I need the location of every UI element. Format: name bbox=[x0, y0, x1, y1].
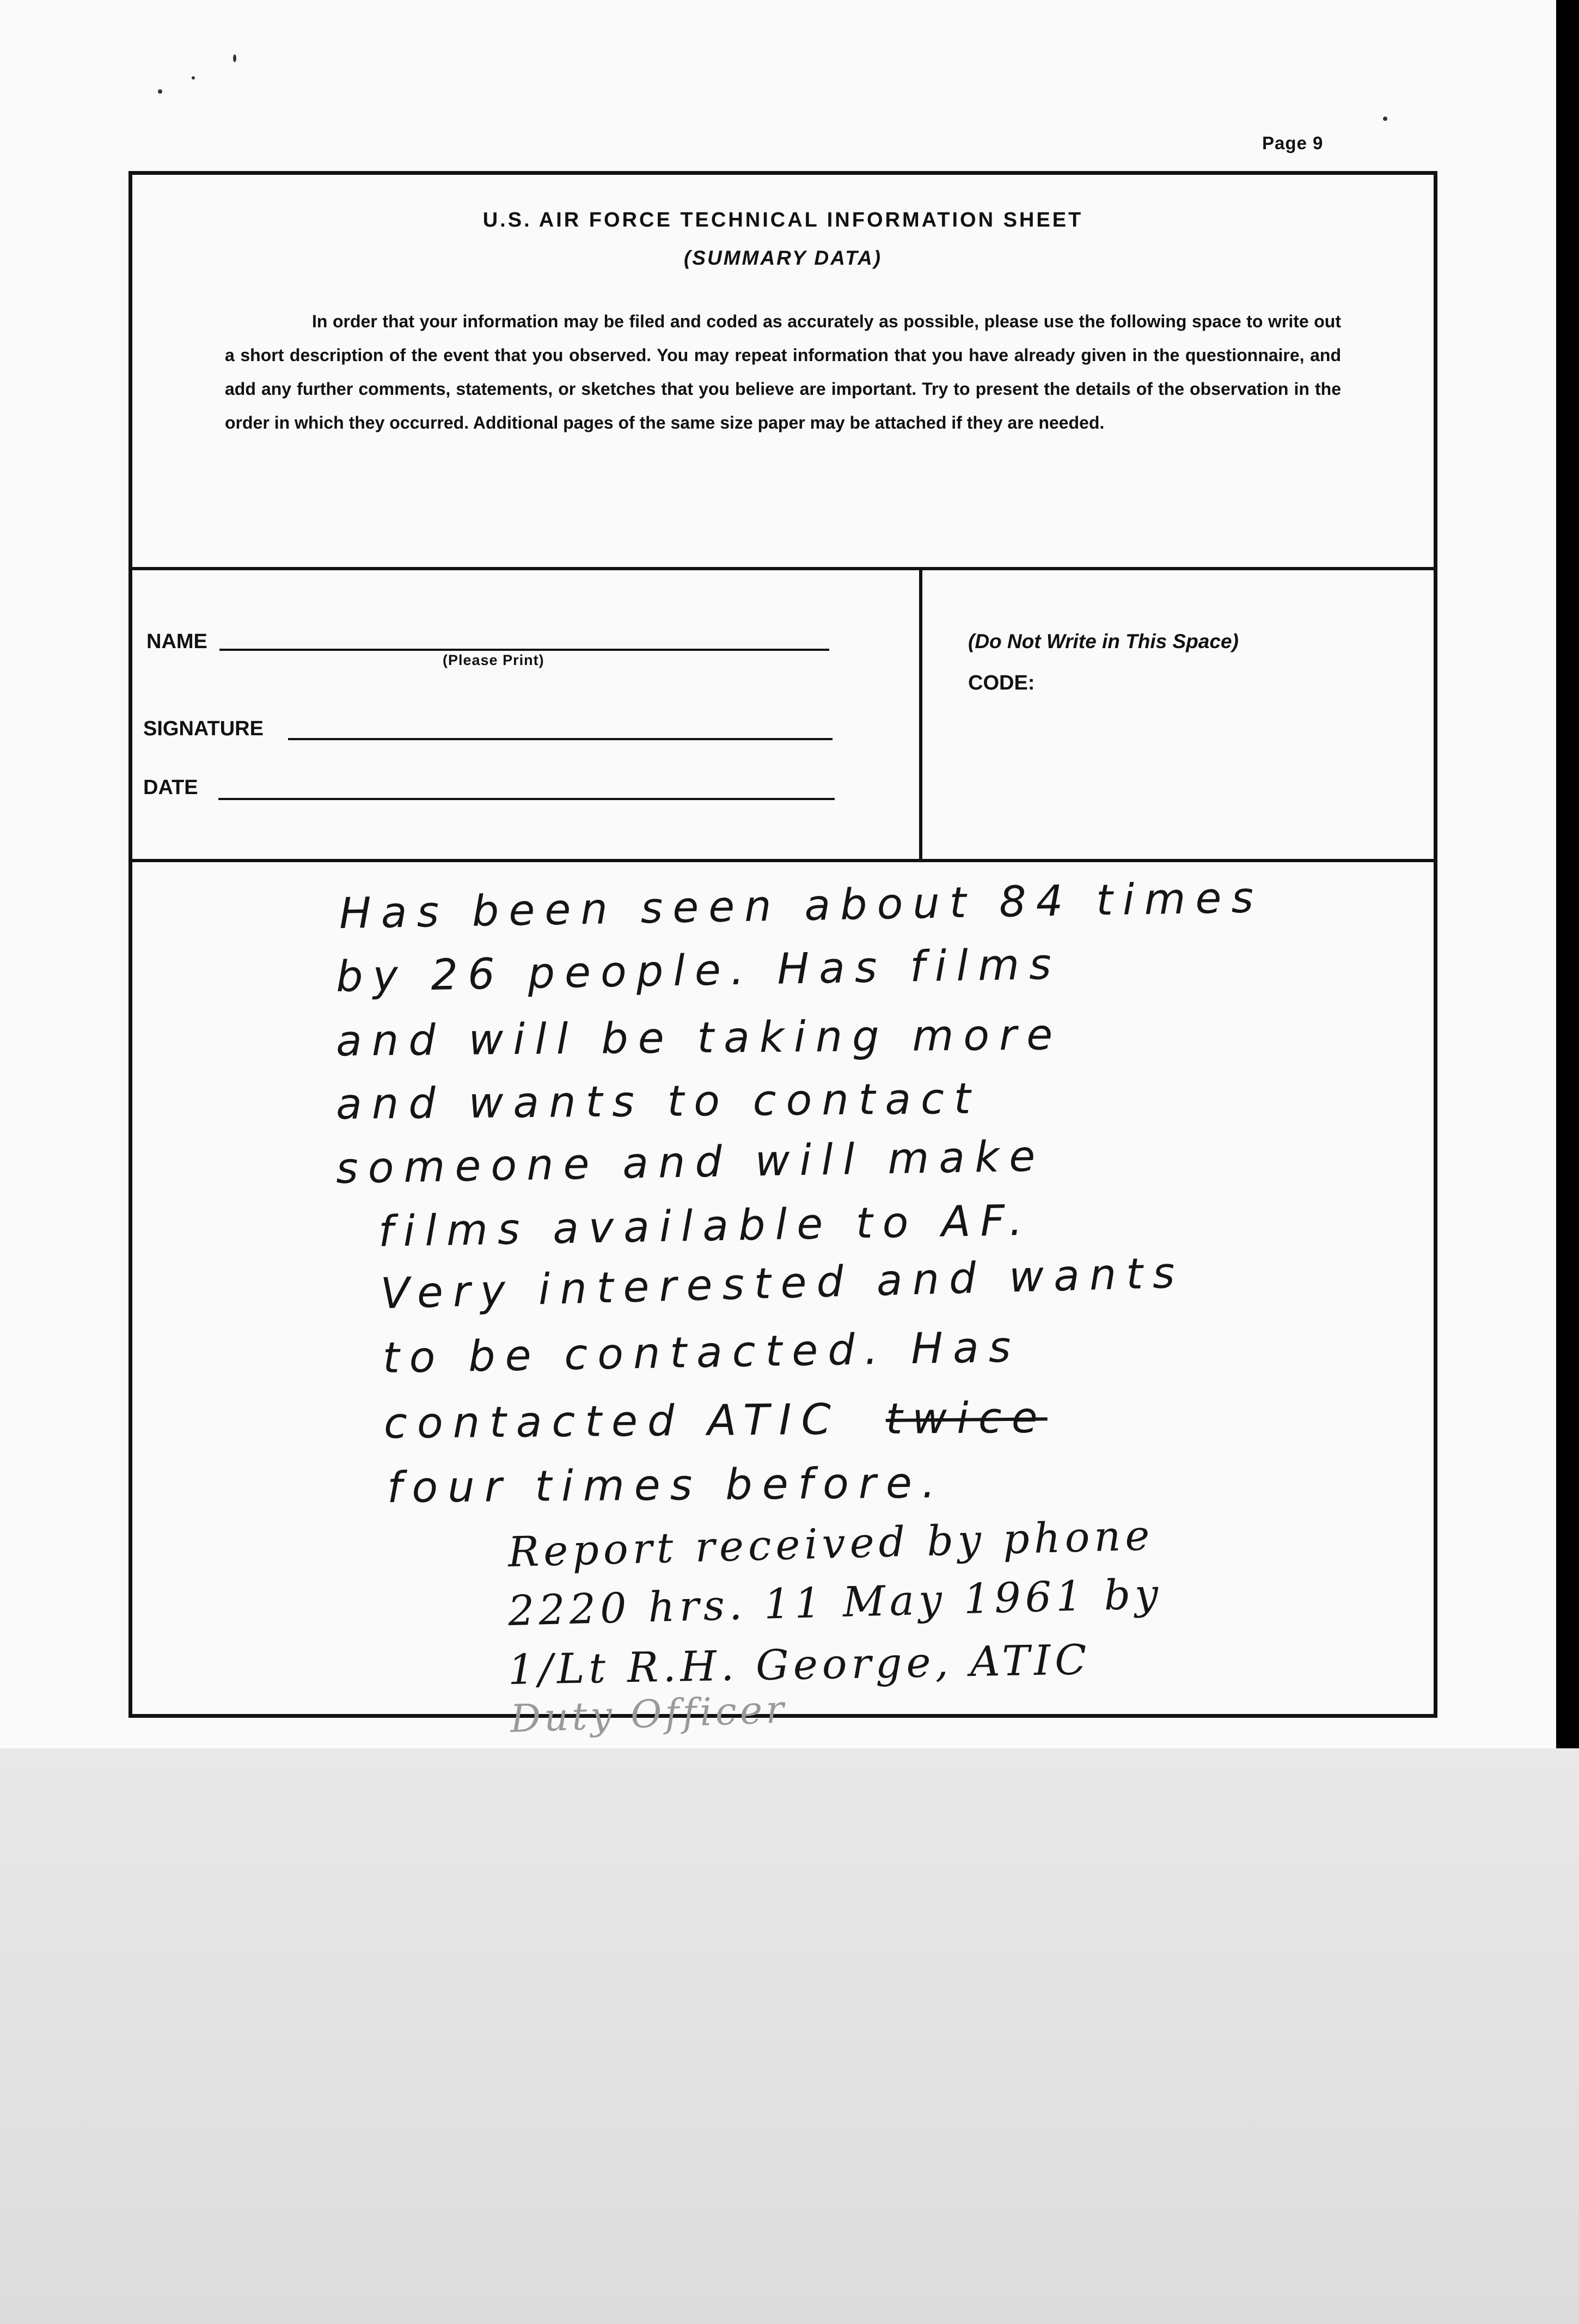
report-note-faint: Duty Officer bbox=[509, 1687, 788, 1741]
signature-field[interactable] bbox=[288, 738, 833, 740]
form-title: U.S. AIR FORCE TECHNICAL INFORMATION SHEET bbox=[482, 209, 1084, 231]
narrative-line: and wants to contact bbox=[335, 1074, 981, 1129]
narrative-line bbox=[384, 1393, 1048, 1448]
film-backing bbox=[0, 1748, 1579, 2324]
identification-section bbox=[132, 570, 1434, 862]
narrative-line: and will be taking more bbox=[335, 1010, 1063, 1066]
narrative-line: four times before. bbox=[387, 1459, 946, 1512]
narrative-line: by 26 people. Has films bbox=[335, 940, 1062, 1002]
name-label: NAME bbox=[146, 630, 207, 653]
section-divider bbox=[919, 570, 922, 859]
film-speck bbox=[192, 76, 195, 80]
film-speck bbox=[158, 89, 162, 94]
name-hint: (Please Print) bbox=[443, 652, 544, 668]
narrative-area bbox=[132, 862, 1434, 1741]
form-header bbox=[132, 175, 1434, 570]
narrative-line: Has been seen about 84 times bbox=[339, 873, 1264, 938]
narrative-line: someone and will make bbox=[335, 1132, 1045, 1193]
form-instructions: In order that your information may be filed and coded as accurately as possible, please use the following space to write out a short description of the event that you observed. You may repeat information that you have already given in the questionnaire, and add any further comments, statements, or sketches that you believe are important. Try to present the details of the observation in the order in which they occurred. Additional pages of the same size paper may be attached if they are needed. bbox=[225, 312, 1341, 432]
report-note-line: 2220 hrs. 11 May 1961 by bbox=[507, 1569, 1164, 1635]
signature-label: SIGNATURE bbox=[143, 717, 264, 740]
narrative-text: contacted ATIC bbox=[383, 1395, 841, 1448]
narrative-line: to be contacted. Has bbox=[382, 1322, 1021, 1383]
film-speck bbox=[1383, 117, 1387, 121]
name-field[interactable] bbox=[219, 649, 829, 651]
report-note-line: 1/Lt R.H. George, ATIC bbox=[507, 1635, 1092, 1694]
narrative-line: Very interested and wants bbox=[380, 1248, 1185, 1319]
date-label: DATE bbox=[143, 776, 198, 799]
information-sheet-form bbox=[128, 171, 1437, 1741]
film-speck bbox=[233, 54, 236, 62]
struck-out-word: twice bbox=[885, 1393, 1048, 1444]
date-field[interactable] bbox=[218, 798, 835, 800]
code-label: CODE: bbox=[968, 672, 1035, 694]
narrative-line: films available to AF. bbox=[378, 1196, 1033, 1256]
form-subtitle: (SUMMARY DATA) bbox=[683, 247, 882, 269]
report-note-line: Report received by phone bbox=[507, 1510, 1155, 1576]
office-use-label: (Do Not Write in This Space) bbox=[968, 630, 1239, 652]
page-number: Page 9 bbox=[1262, 133, 1324, 153]
